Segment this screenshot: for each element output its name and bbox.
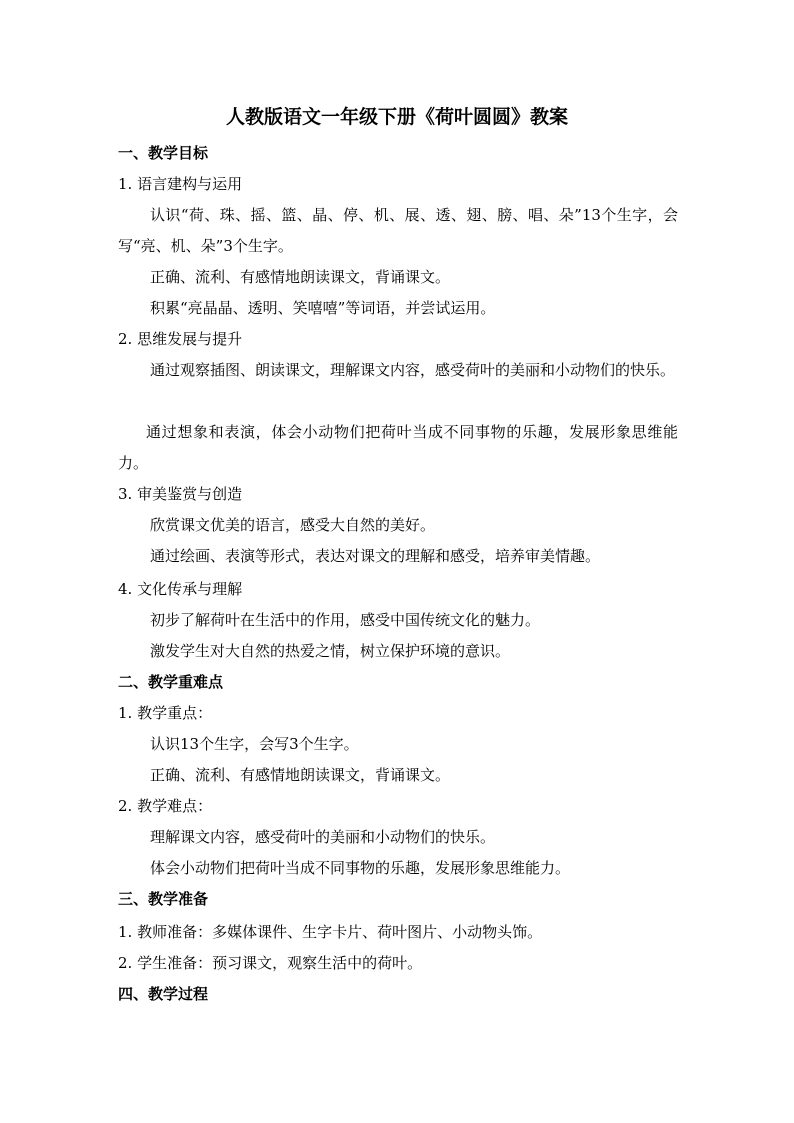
preparation-students: 2. 学生准备：预习课文，观察生活中的荷叶。	[118, 954, 423, 972]
objective-1-label: 1. 语言建构与运用	[118, 175, 243, 193]
objective-1-paragraph-3: 积累“亮晶晶、透明、笑嘻嘻”等词语，并尝试运用。	[150, 299, 496, 317]
objective-4-label: 4. 文化传承与理解	[118, 580, 243, 598]
section-heading-process: 四、教学过程	[118, 985, 209, 1003]
objective-4-paragraph-2: 激发学生对大自然的热爱之情，树立保护环境的意识。	[150, 642, 511, 660]
preparation-teacher: 1. 教师准备：多媒体课件、生字卡片、荷叶图片、小动物头饰。	[118, 923, 543, 941]
difficulties-paragraph-1: 理解课文内容，感受荷叶的美丽和小动物们的快乐。	[150, 828, 496, 846]
key-points-label: 1. 教学重点：	[118, 704, 213, 722]
difficulties-label: 2. 教学难点：	[118, 797, 213, 815]
section-heading-key-points: 二、教学重难点	[118, 673, 224, 691]
objective-3-label: 3. 审美鉴赏与创造	[118, 485, 243, 503]
difficulties-paragraph-2: 体会小动物们把荷叶当成不同事物的乐趣，发展形象思维能力。	[150, 859, 571, 877]
objective-2-paragraph-1: 通过观察插图、朗读课文，理解课文内容，感受荷叶的美丽和小动物们的快乐。	[150, 361, 676, 379]
objective-1-paragraph-2: 正确、流利、有感情地朗读课文，背诵课文。	[150, 268, 451, 286]
objective-3-paragraph-2: 通过绘画、表演等形式，表达对课文的理解和感受，培养审美情趣。	[150, 547, 601, 565]
key-points-paragraph-1: 认识13个生字，会写3个生字。	[150, 735, 359, 753]
section-heading-preparation: 三、教学准备	[118, 890, 209, 908]
document-title: 人教版语文一年级下册《荷叶圆圆》教案	[225, 106, 568, 128]
objective-3-paragraph-1: 欣赏课文优美的语言，感受大自然的美好。	[150, 516, 436, 534]
objective-2-label: 2. 思维发展与提升	[118, 330, 243, 348]
objective-1-paragraph-1: 认识“荷、珠、摇、篮、晶、停、机、展、透、翅、膀、唱、朵”13个生字，会写“亮、机、朵”3个生字。	[118, 206, 678, 255]
key-points-paragraph-2: 正确、流利、有感情地朗读课文，背诵课文。	[150, 766, 451, 784]
objective-2-paragraph-2: 通过想象和表演，体会小动物们把荷叶当成不同事物的乐趣，发展形象思维能力。	[118, 423, 678, 472]
section-heading-objectives: 一、教学目标	[118, 144, 209, 162]
objective-4-paragraph-1: 初步了解荷叶在生活中的作用，感受中国传统文化的魅力。	[150, 611, 541, 629]
